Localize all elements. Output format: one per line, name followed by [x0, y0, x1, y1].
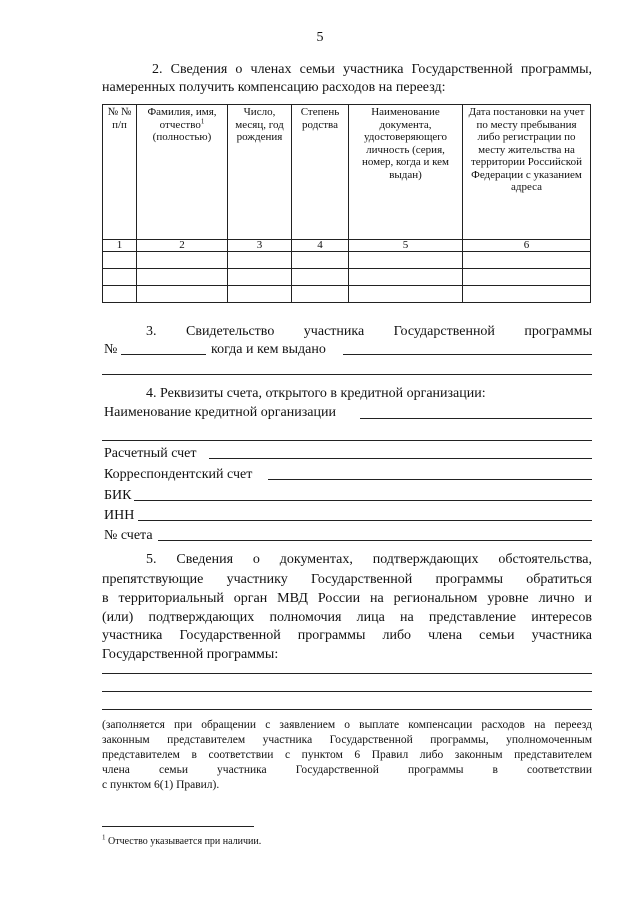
footnote-mark: 1: [102, 833, 106, 842]
corr-account-label: Корреспондентский счет: [104, 467, 253, 482]
table-cell[interactable]: [137, 252, 228, 269]
current-account-label: Расчетный счет: [104, 446, 197, 461]
col-header-birthdate: Число, месяц, год рождения: [228, 105, 292, 240]
footnote-ref: 1: [200, 116, 205, 125]
table-row: [103, 286, 591, 303]
col-header-number: № № п/п: [103, 105, 137, 240]
account-number-field[interactable]: [158, 540, 592, 541]
family-members-table: [102, 104, 591, 303]
table-cell[interactable]: [463, 286, 591, 303]
table-cell[interactable]: [349, 269, 463, 286]
certificate-issued-field[interactable]: [343, 354, 592, 355]
col-header-registration: Дата постановки на учет по месту пребывания либо регистрации по месту жительства на территории Российской Федерации с указанием адреса: [463, 105, 591, 240]
table-cell[interactable]: [292, 252, 349, 269]
section5-line: участника Государственной программы либо члена семьи участника: [102, 628, 592, 643]
footnote-text: Отчество указывается при наличии.: [108, 836, 262, 847]
table-header-row: [103, 105, 591, 240]
col-header-fullname: [137, 105, 228, 240]
bik-label: БИК: [104, 488, 132, 503]
note-line: представителем в соответствии с пунктом 6 Правил либо законным представителем: [102, 749, 592, 761]
section2-title-line1: 2. Сведения о членах семьи участника Государственной программы,: [152, 62, 592, 77]
col-number-cell: 2: [137, 240, 228, 252]
table-cell[interactable]: [137, 286, 228, 303]
section5-line: 5. Сведения о документах, подтверждающих обстоятельства,: [146, 552, 592, 567]
bank-name-field[interactable]: [360, 418, 592, 419]
corr-account-field[interactable]: [268, 479, 592, 480]
section4-title: 4. Реквизиты счета, открытого в кредитной организации:: [146, 386, 486, 401]
table-cell[interactable]: [137, 269, 228, 286]
table-cell[interactable]: [228, 269, 292, 286]
col-number-cell: 1: [103, 240, 137, 252]
table-cell[interactable]: [463, 269, 591, 286]
section5-line: препятствующие участнику Государственной программы обратиться: [102, 572, 592, 587]
section3-issued-label: когда и кем выдано: [211, 342, 326, 357]
col-number-cell: 4: [292, 240, 349, 252]
table-cell[interactable]: [103, 269, 137, 286]
table-cell[interactable]: [292, 286, 349, 303]
table-cell[interactable]: [103, 286, 137, 303]
table-cell[interactable]: [103, 252, 137, 269]
documents-field-line2[interactable]: [102, 691, 592, 692]
col-header-kinship: Степень родства: [292, 105, 349, 240]
note-line: законным представителем участника Государственной программы, уполномоченным: [102, 734, 592, 746]
note-line: (заполняется при обращении с заявлением о выплате компенсации расходов на переезд: [102, 719, 592, 731]
footnote: [102, 833, 262, 847]
certificate-number-field[interactable]: [121, 354, 206, 355]
section2-title-line2: намеренных получить компенсацию расходов на переезд:: [102, 80, 446, 95]
inn-field[interactable]: [138, 520, 592, 521]
certificate-issued-field-line2[interactable]: [102, 374, 592, 375]
table-cell[interactable]: [292, 269, 349, 286]
table-row: [103, 269, 591, 286]
current-account-field[interactable]: [209, 458, 592, 459]
col-header-fullname-suffix: (полностью): [152, 131, 212, 143]
col-number-cell: 6: [463, 240, 591, 252]
footnote-separator: [102, 826, 254, 827]
documents-field-line1[interactable]: [102, 673, 592, 674]
table-number-row: [103, 240, 591, 252]
account-number-label: № счета: [104, 528, 153, 543]
inn-label: ИНН: [104, 508, 135, 523]
note-line: члена семьи участника Государственной программы в соответствии: [102, 764, 592, 776]
table-cell[interactable]: [349, 286, 463, 303]
col-header-id-document: Наименование документа, удостоверяющего личность (серия, номер, когда и кем выдан): [349, 105, 463, 240]
col-number-cell: 5: [349, 240, 463, 252]
table-cell[interactable]: [349, 252, 463, 269]
section5-line: в территориальный орган МВД России на региональном уровне лично и: [102, 591, 592, 606]
table-cell[interactable]: [228, 252, 292, 269]
col-header-fullname-label: Фамилия, имя, отчество: [147, 106, 217, 131]
section5-line: (или) подтверждающих полномочия лица на представление интересов: [102, 610, 592, 625]
bank-name-field-line2[interactable]: [102, 440, 592, 441]
col-number-cell: 3: [228, 240, 292, 252]
page-number: 5: [316, 30, 324, 45]
section3-number-label: №: [104, 342, 118, 357]
section5-last-line: Государственной программы:: [102, 647, 279, 662]
section3-title: 3. Свидетельство участника Государственной программы: [146, 324, 592, 339]
bik-field[interactable]: [134, 500, 592, 501]
table-cell[interactable]: [463, 252, 591, 269]
documents-field-line3[interactable]: [102, 709, 592, 710]
table-row: [103, 252, 591, 269]
bank-name-label: Наименование кредитной организации: [104, 405, 336, 420]
table-cell[interactable]: [228, 286, 292, 303]
note-last-line: с пунктом 6(1) Правил).: [102, 779, 220, 791]
